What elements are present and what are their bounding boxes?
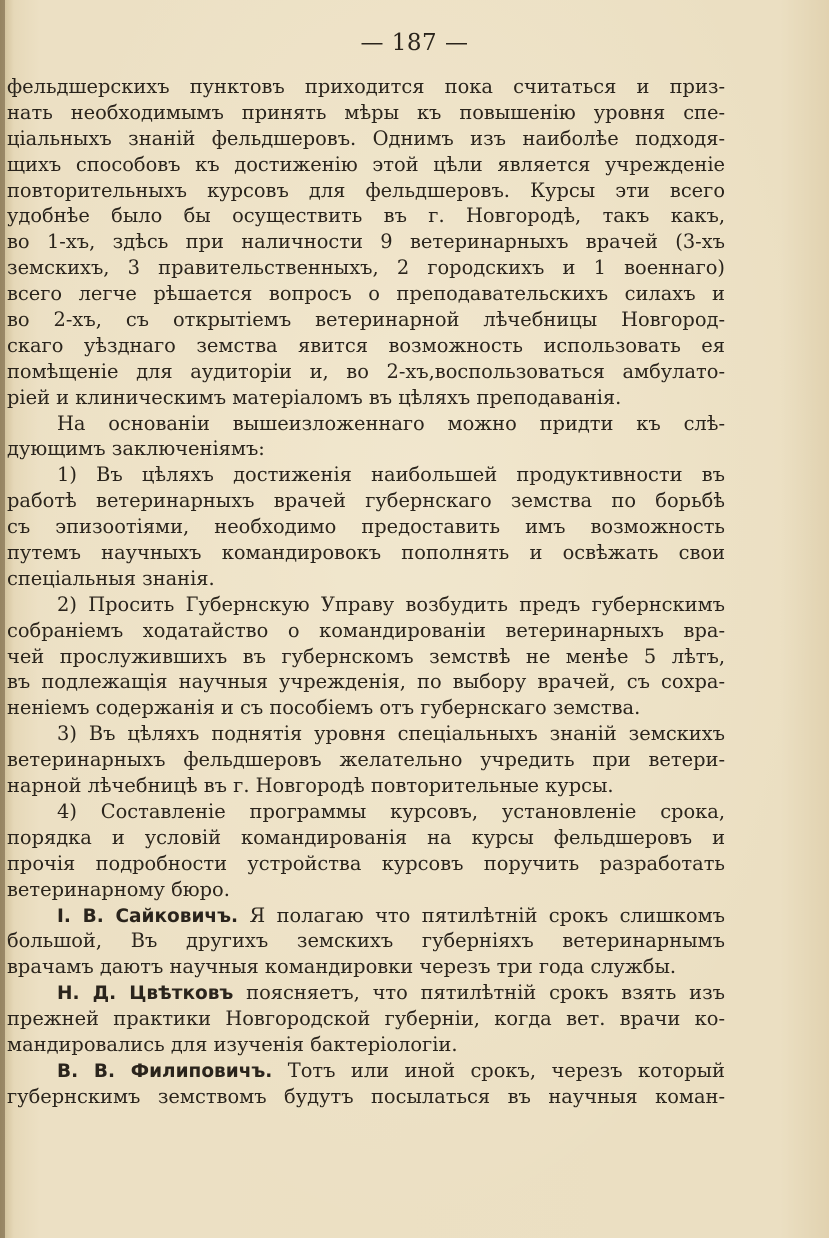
text-line: ріей и клиническимъ матеріаломъ въ цѣляхъ преподаванія. bbox=[7, 385, 622, 409]
text-line: собраніемъ ходатайство о командированіи ветеринарныхъ вра- bbox=[7, 618, 725, 642]
text-line: фельдшерскихъ пунктовъ приходится пока считаться и приз- bbox=[7, 75, 725, 98]
text-line: ветеринарному бюро. bbox=[7, 877, 230, 901]
text-line: 4) Составленіе программы курсовъ, установленіе срока, bbox=[57, 799, 725, 823]
text-line: прочія подробности устройства курсовъ поручить разработать bbox=[7, 851, 725, 875]
text-line: всего легче рѣшается вопросъ о преподавательскихъ силахъ и bbox=[7, 282, 725, 306]
text-line: ветеринарныхъ фельдшеровъ желательно учредить при ветери- bbox=[7, 748, 725, 772]
text-line: 3) Въ цѣляхъ поднятія уровня спеціальныхъ знаній земскихъ bbox=[57, 722, 725, 746]
text-line: помѣщеніе для аудиторіи и, во 2-хъ,воспользоваться амбулато- bbox=[7, 359, 725, 383]
text-line: въ подлежащія научныя учрежденія, по выбору врачей, съ сохра- bbox=[7, 670, 725, 694]
text-line: путемъ научныхъ командировокъ пополнять и освѣжать свои bbox=[7, 541, 725, 565]
text-line: прежней практики Новгородской губерніи, когда вет. врачи ко- bbox=[7, 1007, 725, 1031]
body-text bbox=[7, 74, 725, 1110]
text-line: большой, Въ другихъ земскихъ губерніяхъ ветеринарнымъ bbox=[7, 929, 725, 953]
text-line: нать необходимымъ принять мѣры къ повышенію уровня спе- bbox=[7, 100, 725, 124]
text-line: мандировались для изученія бактеріологіи. bbox=[7, 1032, 458, 1056]
text-line: ціальныхъ знаній фельдшеровъ. Однимъ изъ наиболѣе подходя- bbox=[7, 126, 725, 150]
text-line: дующимъ заключеніямъ: bbox=[7, 437, 265, 461]
text-line: губернскимъ земствомъ будутъ посылаться въ научныя коман- bbox=[7, 1084, 725, 1108]
text-line: врачамъ даютъ научныя командировки черезъ три года службы. bbox=[7, 955, 677, 979]
text-line bbox=[7, 903, 725, 929]
text-line: порядка и условій командированія на курсы фельдшеровъ и bbox=[7, 825, 725, 849]
page-gutter bbox=[0, 0, 5, 1238]
text-line: повторительныхъ курсовъ для фельдшеровъ. Курсы эти всего bbox=[7, 178, 725, 202]
text-line: неніемъ содержанія и съ пособіемъ отъ губернскаго земства. bbox=[7, 696, 641, 720]
text-line: во 1-хъ, здѣсь при наличности 9 ветеринарныхъ врачей (3-хъ bbox=[7, 230, 725, 254]
text-line: щихъ способовъ къ достиженію этой цѣли является учрежденіе bbox=[7, 152, 725, 176]
text-line: нарной лѣчебницѣ въ г. Новгородѣ повторительные курсы. bbox=[7, 774, 614, 798]
text-line: 2) Просить Губернскую Управу возбудить предъ губернскимъ bbox=[57, 592, 725, 616]
text-line: спеціальныя знанія. bbox=[7, 566, 215, 590]
text-line: На основаніи вышеизложеннаго можно придти къ слѣ- bbox=[57, 411, 725, 435]
speech-text: Я полагаю что пятилѣтній срокъ слишкомъ bbox=[238, 903, 725, 927]
text-line: земскихъ, 3 правительственныхъ, 2 городскихъ и 1 военнаго) bbox=[7, 256, 725, 280]
text-line: скаго уѣзднаго земства явится возможность использовать ея bbox=[7, 333, 725, 357]
speech-text: Тотъ или иной срокъ, черезъ который bbox=[272, 1058, 725, 1082]
text-line: во 2-хъ, съ открытіемъ ветеринарной лѣчебницы Новгород- bbox=[7, 308, 725, 332]
speaker-name: І. В. Сайковичъ. bbox=[57, 905, 239, 927]
speaker-name: В. В. Филиповичъ. bbox=[57, 1060, 273, 1082]
text-line: 1) Въ цѣляхъ достиженія наибольшей продуктивности въ bbox=[57, 463, 725, 487]
speaker-name: Н. Д. Цвѣтковъ bbox=[57, 983, 234, 1005]
text-line: чей прослужившихъ въ губернскомъ земствѣ не менѣе 5 лѣтъ, bbox=[7, 644, 725, 668]
text-line: работѣ ветеринарныхъ врачей губернскаго земства по борьбѣ bbox=[7, 489, 725, 513]
speech-text: поясняетъ, что пятилѣтній срокъ взять изъ bbox=[233, 981, 725, 1005]
text-line: удобнѣе было бы осуществить въ г. Новгородѣ, такъ какъ, bbox=[7, 204, 725, 228]
text-line bbox=[7, 1058, 725, 1084]
text-line bbox=[7, 980, 725, 1006]
page-number: — 187 — bbox=[360, 30, 469, 56]
text-line: съ эпизоотіями, необходимо предоставить имъ возможность bbox=[7, 515, 725, 539]
